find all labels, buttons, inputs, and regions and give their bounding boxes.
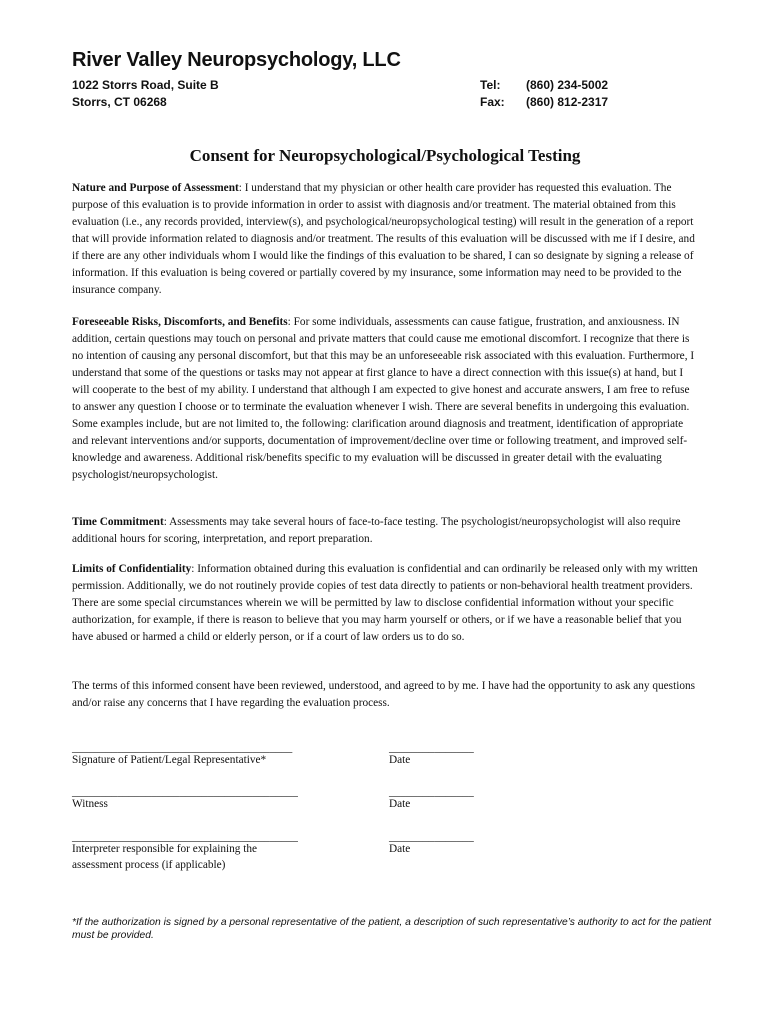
patient-date-label: Date xyxy=(389,754,411,766)
section-time-commitment xyxy=(72,514,700,548)
heading-colon: : xyxy=(287,316,294,328)
witness-signature-line[interactable]: ________________________________________ xyxy=(72,786,298,798)
address-line-1: 1022 Storrs Road, Suite B xyxy=(72,78,219,92)
heading-colon: : xyxy=(238,182,245,194)
section-nature-purpose xyxy=(72,180,700,299)
section-confidentiality xyxy=(72,561,700,646)
interpreter-date-label: Date xyxy=(389,843,411,855)
section-heading: Limits of Confidentiality xyxy=(72,563,192,575)
fax-number: (860) 812-2317 xyxy=(526,95,609,109)
organization-name: River Valley Neuropsychology, LLC xyxy=(72,49,401,71)
heading-colon: : xyxy=(191,563,198,575)
tel-label: Tel: xyxy=(480,78,501,92)
interpreter-signature-line[interactable]: ________________________________________ xyxy=(72,831,298,843)
agreement-statement: The terms of this informed consent have been reviewed, understood, and agreed to by me. I have had the opportunity to ask any questions and/or raise any concerns that I have regarding the evaluation process. xyxy=(72,680,696,709)
document-title: Consent for Neuropsychological/Psychological Testing xyxy=(189,146,581,165)
fax-label: Fax: xyxy=(480,95,505,109)
section-heading: Time Commitment xyxy=(72,516,164,528)
section-body: Information obtained during this evaluation is confidential and can ordinarily be released only with my written permission. Additionally, we do not routinely provide copies of test data directly to patients or non-behavioral health treatment providers. There are some special circumstances wherein we will be permitted by law to disclose confidential information without your specific authorization, for example, if there is reason to believe that you may harm yourself or others, or if we have a reasonable belief that you have abused or harmed a child or elderly person, or if a court of law orders us to do so. xyxy=(72,563,698,643)
section-body: I understand that my physician or other health care provider has requested this evaluation. The purpose of this evaluation is to provide information in order to assist with diagnosis and/or treatment. The material obtained from this evaluation (i.e., any records provided, interview(s), and psychological/neuropsychological testing) will result in the generation of a report that will provide information related to diagnosis and/or treatment. The results of this evaluation will be discussed with me if I desire, and if there are any other individuals whom I would like the findings of this evaluation to be shared, I can so designate by signing a release of information. If this evaluation is being covered or partially covered by my insurance, some information may need to be provided to the insurance company. xyxy=(72,182,695,296)
interpreter-label-line-1: Interpreter responsible for explaining the xyxy=(72,843,258,855)
address-line-2: Storrs, CT 06268 xyxy=(72,95,167,109)
tel-number: (860) 234-5002 xyxy=(526,78,609,92)
witness-date-label: Date xyxy=(389,798,411,810)
section-heading: Nature and Purpose of Assessment xyxy=(72,182,239,194)
patient-signature-line[interactable]: _______________________________________ xyxy=(72,742,293,754)
section-body: Assessments may take several hours of face-to-face testing. The psychologist/neuropsychologist will also require additional hours for scoring, interpretation, and report preparation. xyxy=(72,516,681,545)
patient-signature-label: Signature of Patient/Legal Representative* xyxy=(72,754,267,766)
patient-date-line[interactable]: _______________ xyxy=(389,742,474,754)
section-risks-benefits xyxy=(72,314,700,484)
interpreter-date-line[interactable]: _______________ xyxy=(389,831,474,843)
witness-label: Witness xyxy=(72,798,108,810)
section-heading: Foreseeable Risks, Discomforts, and Benefits xyxy=(72,316,288,328)
interpreter-label-line-2: assessment process (if applicable) xyxy=(72,859,226,871)
section-body: For some individuals, assessments can cause fatigue, frustration, and anxiousness. IN addition, certain questions may touch on personal and private matters that could cause me emotional discomfort. I recognize that there is no intention of causing any personal discomfort, but that this may be an unforeseeable risk associated with this evaluation. Furthermore, I understand that some of the questions or tasks may not appear at first glance to have a direct connection with this issue(s) at hand, but I will cooperate to the best of my ability. I understand that although I am expected to give honest and accurate answers, I am free to refuse to answer any question I choose or to terminate the evaluation whenever I wish. There are several benefits in undergoing this evaluation. Some examples include, but are not limited to, the following: clarification around diagnosis and treatment, identification of appropriate and relevant interventions and/or supports, documentation of improvement/decline over time or following treatment, and improved self-knowledge and awareness. Additional risk/benefits specific to my evaluation will be discussed in greater detail with the evaluating psychologist/neuropsychologist. xyxy=(72,316,695,481)
heading-colon: : xyxy=(163,516,170,528)
representative-footnote: *If the authorization is signed by a personal representative of the patient, a description of such representative’s authority to act for the patient must be provided. xyxy=(72,917,712,941)
witness-date-line[interactable]: _______________ xyxy=(389,786,474,798)
